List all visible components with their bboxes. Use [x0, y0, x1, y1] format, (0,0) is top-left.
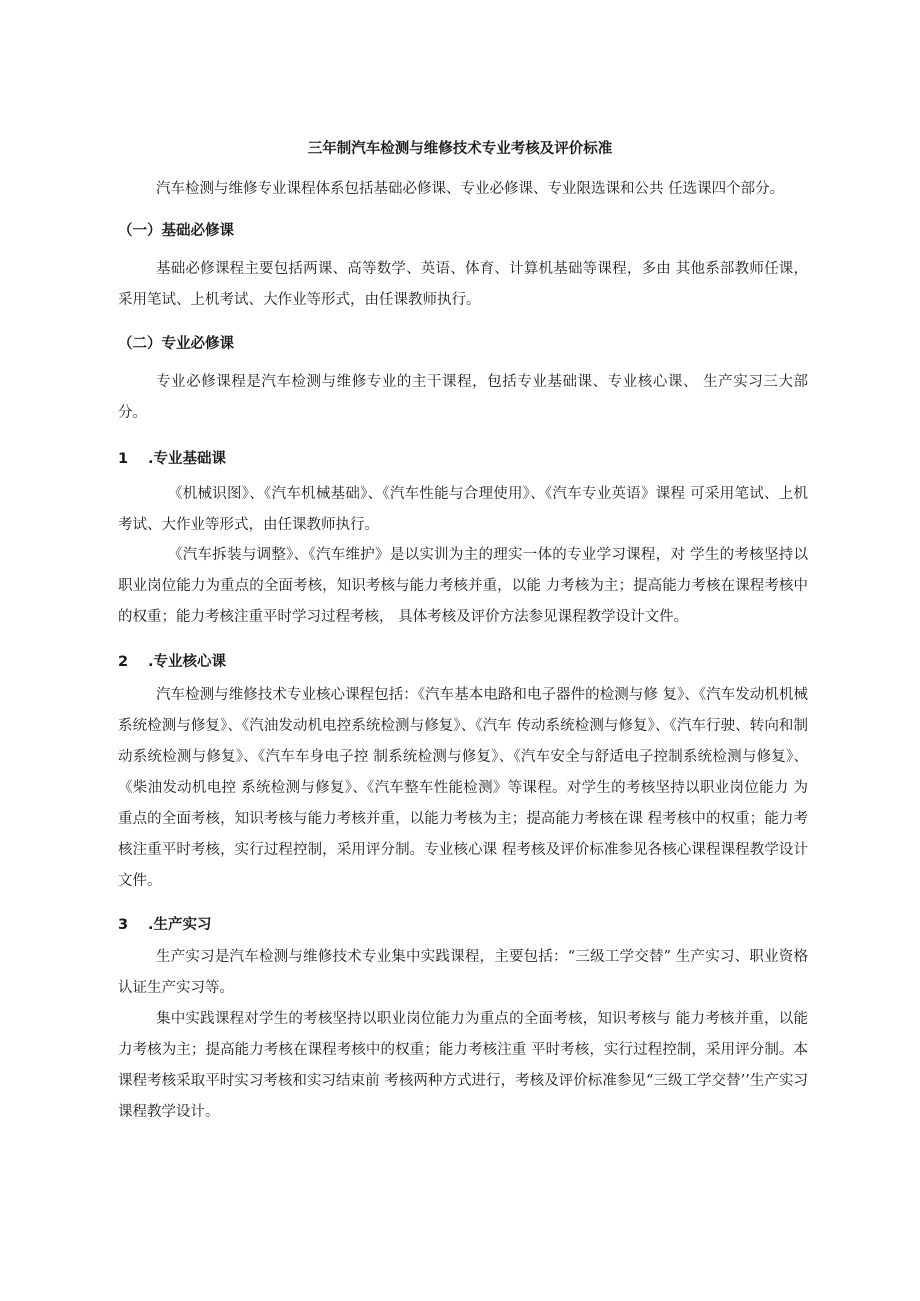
- sub1-paragraph-2: 《汽车拆装与调整》、《汽车维护》是以实训为主的理实一体的专业学习课程，对 学生的考核坚持以职业岗位能力为重点的全面考核，知识考核与能力考核并重，以能 力考核为主；提高能力考核在课程考核中的权重；能力考核注重平时学习过程考核， 具体考核及评价方法参见课程教学设计文件。: [118, 547, 808, 625]
- section2-heading: （二）专业必修课: [118, 336, 234, 352]
- sub2-heading: [118, 650, 226, 671]
- sub2-number: 2: [118, 654, 129, 670]
- sub2-paragraph-1: 汽车检测与维修技术专业核心课程包括：《汽车基本电路和电子器件的检测与修 复》、《汽车发动机机械系统检测与修复》、《汽油发动机电控系统检测与修复》、《汽车 传动系统检测与修复》、《汽车行驶、转向和制动系统检测与修复》、《汽车车身电子控 制系统检测与修复》、《汽车安全与舒适电子控制系统检测与修复》、《柴油发动机电控 系统检测与修复》、《汽车整车性能检测》等课程。对学生的考核坚持以职业岗位能力 为重点的全面考核，知识考核与能力考核并重，以能力考核为主；提高能力考核在课 程考核中的权重；能力考核注重平时考核，实行过程控制，采用评分制。专业核心课 程考核及评价标准参见各核心课程课程教学设计文件。: [118, 687, 808, 889]
- sub3-number: 3: [118, 917, 129, 933]
- sub1-heading: [118, 447, 226, 468]
- sub3-paragraph-1: 生产实习是汽车检测与维修技术专业集中实践课程，主要包括：“三级工学交替” 生产实习、职业资格认证生产实习等。: [118, 949, 808, 996]
- document-title: 三年制汽车检测与维修技术专业考核及评价标准: [307, 141, 613, 157]
- section2-body: 专业必修课程是汽车检测与维修专业的主干课程，包括专业基础课、专业核心课、 生产实习三大部分。: [118, 374, 808, 421]
- sub2-title: .专业核心课: [148, 654, 227, 670]
- intro-paragraph: 汽车检测与维修专业课程体系包括基础必修课、专业必修课、专业限选课和公共 任选课四个部分。: [156, 181, 785, 197]
- sub1-title: .专业基础课: [148, 451, 227, 467]
- sub3-paragraph-2: 集中实践课程对学生的考核坚持以职业岗位能力为重点的全面考核，知识考核与 能力考核并重，以能力考核为主；提高能力考核在课程考核中的权重；能力考核注重 平时考核，实行过程控制，采用评分制。本课程考核采取平时实习考核和实习结束前 考核两种方式进行，考核及评价标准参见“三级工学交替’’生产实习课程教学设计。: [118, 1011, 808, 1120]
- sub3-heading: [118, 913, 212, 934]
- section1-heading: （一）基础必修课: [118, 223, 234, 239]
- sub1-number: 1: [118, 451, 129, 467]
- section1-body: 基础必修课程主要包括两课、高等数学、英语、体育、计算机基础等课程，多由 其他系部教师任课，采用笔试、上机考试、大作业等形式，由任课教师执行。: [118, 261, 808, 308]
- sub3-title: .生产实习: [148, 917, 212, 933]
- sub1-paragraph-1: 《机械识图》、《汽车机械基础》、《汽车性能与合理使用》、《汽车专业英语》课程 可采用笔试、上机考试、大作业等形式，由任课教师执行。: [118, 486, 808, 533]
